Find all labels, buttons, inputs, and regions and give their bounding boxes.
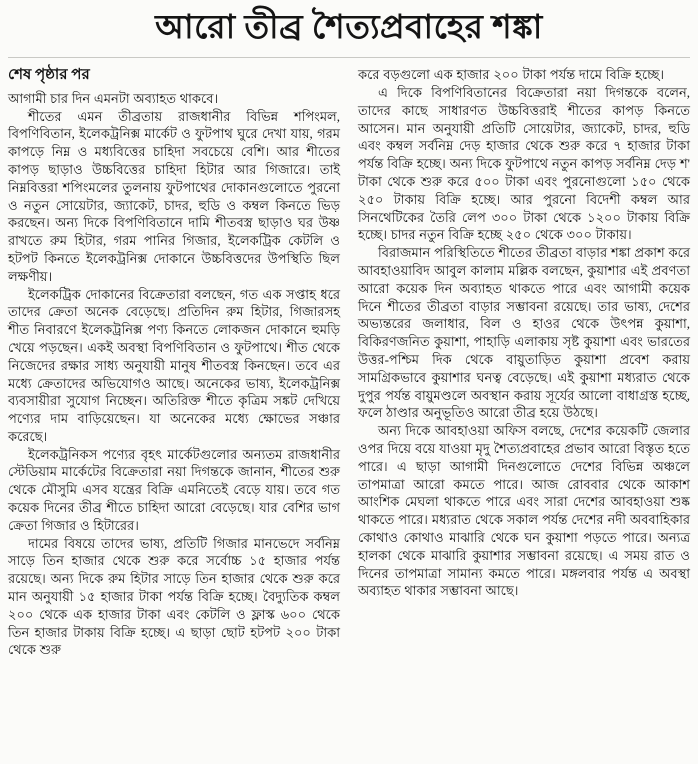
- paragraph: বিরাজমান পরিস্থিতিতে শীতের তীব্রতা বাড়ার শঙ্কা প্রকাশ করে আবহাওয়াবিদ আবুল কালাম মল্লিক বলছেন, কুয়াশার এই প্রবণতা আরো কয়েক দিন অব্যাহত থাকতে পারে এবং আগামী কয়েক দিনে শীতের তীব্রতা বাড়ার সম্ভাবনা রয়েছে। তার ভাষ্য, দেশের অভ্যন্তরের জলাধার, বিল ও হাওর থেকে উৎপন্ন কুয়াশা, বিকিরণজনিত কুয়াশা, পাহাড়ি এলাকায় সৃষ্ট কুয়াশা এবং ভারতের উত্তর-পশ্চিম দিক থেকে বায়ুতাড়িত কুয়াশা প্রবেশ করায় সামগ্রিকভাবে কুয়াশার ঘনত্ব বেড়েছে। এই কুয়াশা মধ্যরাত থেকে দুপুর পর্যন্ত বায়ুমণ্ডলে অবস্থান করায় সূর্যের আলো বাধাগ্রস্ত হচ্ছে, ফলে ঠাণ্ডার অনুভূতিও আরো তীব্র হয়ে উঠছে।: [358, 245, 690, 421]
- paragraph: করে বড়গুলো এক হাজার ২০০ টাকা পর্যন্ত দামে বিক্রি হচ্ছে।: [358, 67, 665, 83]
- article-body: [8, 66, 690, 659]
- left-column: [8, 66, 340, 659]
- paragraph: শীতের এমন তীব্রতায় রাজধানীর বিভিন্ন শপিংমল, বিপণিবিতান, ইলেকট্রনিক্স মার্কেট ও ফুটপাথ ঘুরে দেখা যায়, গরম কাপড়ে নিম্ন ও মধ্যবিত্তের চাহিদা সবচেয়ে বেশি। আর শীতের কাপড় ছাড়াও উচ্চবিত্তের চাহিদা হিটার আর গিজারে। তাই নিম্নবিত্তরা শপিংমলের তুলনায় ফুটপাথের দোকানগুলোতে পুরনো ও নতুন সোয়েটার, জ্যাকেট, চাদর, হুডি ও কম্বল কিনতে ভিড় করছেন। অন্য দিকে বিপণিবিতানে দামি শীতবস্ত্র ছাড়াও ঘর উষ্ণ রাখতে রুম হিটার, গরম পানির গিজার, ইলেকট্রিক কেটলি ও হটপট কিনতে ইলেকট্রনিক্স দোকানে উচ্চবিত্তদের উপস্থিতি ছিল লক্ষণীয়।: [8, 108, 340, 284]
- paragraph: এ দিকে বিপণিবিতানের বিক্রেতারা নয়া দিগন্তকে বলেন, তাদের কাছে সাধারণত উচ্চবিত্তরাই শীতের কাপড় কিনতে আসেন। মান অনুযায়ী প্রতিটি সোয়েটার, জ্যাকেট, চাদর, হুডি এবং কম্বল সর্বনিম্ন দেড় হাজার থেকে শুরু করে ৭ হাজার টাকা পর্যন্ত বিক্রি হচ্ছে। অন্য দিকে ফুটপাথে নতুন কাপড় সর্বনিম্ন দেড় শ' টাকা থেকে শুরু করে ৫০০ টাকা এবং পুরনোগুলো ১৫০ থেকে ২৫০ টাকায় বিক্রি হচ্ছে। আর পুরনো বিদেশী কম্বল আর সিনথেটিকের তৈরি লেপ ৩০০ টাকা থেকে ১২০০ টাকায় বিক্রি হচ্ছে। চাদর নতুন বিক্রি হচ্ছে ২৫০ থেকে ৩০০ টাকায়।: [358, 85, 690, 243]
- article-headline: আরো তীব্র শৈত্যপ্রবাহের শঙ্কা: [8, 6, 690, 58]
- paragraph: ইলেকট্রিক দোকানের বিক্রেতারা বলছেন, গত এক সপ্তাহ ধরে তাদের ক্রেতা অনেক বেড়েছে। প্রতিদিন রুম হিটার, গিজারসহ শীত নিবারণে ইলেকট্রনিক্স পণ্য কিনতে লোকজন দোকানে হুমড়ি খেয়ে পড়ছেন। একই অবস্থা বিপণিবিতান ও ফুটপাথে। শীত থেকে নিজেদের রক্ষার সাধ্য অনুযায়ী মানুষ শীতবস্ত্র কিনছেন। তবে এর মধ্যে ক্রেতাদের অভিযোগও আছে। অনেকের ভাষ্য, ইলেকট্রনিক্স ব্যবসায়ীরা সুযোগ নিচ্ছেন। অতিরিক্ত শীতে কৃত্রিম সঙ্কট দেখিয়ে পণ্যের দাম বাড়িয়েছেন। যা অনেকের মধ্যে ক্ষোভের সঞ্চার করেছে।: [8, 286, 340, 444]
- paragraph: দামের বিষয়ে তাদের ভাষ্য, প্রতিটি গিজার মানভেদে সর্বনিম্ন সাড়ে তিন হাজার থেকে শুরু করে সর্বোচ্চ ১৫ হাজার পর্যন্ত রয়েছে। অন্য দিকে রুম হিটার সাড়ে তিন হাজার থেকে শুরু করে মান অনুযায়ী ১৫ হাজার টাকা পর্যন্ত বিক্রি হচ্ছে। বৈদ্যুতিক কম্বল ২০০ থেকে এক হাজার টাকা এবং কেটলি ও ফ্লাস্ক ৬০০ থেকে তিন হাজার টাকায় বিক্রি হচ্ছে। এ ছাড়া ছোট হটপট ২০০ টাকা থেকে শুরু: [8, 535, 340, 658]
- paragraph: আগামী চার দিন এমনটা অব্যাহত থাকবে।: [8, 90, 219, 106]
- paragraph: ইলেকট্রনিকস পণ্যের বৃহৎ মার্কেটগুলোর অন্যতম রাজধানীর স্টেডিয়াম মার্কেটের বিক্রেতারা নয়া দিগন্তকে জানান, শীতের শুরু থেকে মৌসুমি এসব যন্ত্রের বিক্রি এমনিতেই বেড়ে যায়। তবে গত কয়েক দিনের তীব্র শীতে চাহিদা আরো বেড়েছে। যার বেশির ভাগ ক্রেতা গিজার ও হিটারের।: [8, 446, 340, 533]
- right-column: [358, 66, 690, 659]
- paragraph: অন্য দিকে আবহাওয়া অফিস বলছে, দেশের কয়েকটি জেলার ওপর দিয়ে বয়ে যাওয়া মৃদু শৈত্যপ্রবাহের প্রভাব আরো বিস্তৃত হতে পারে। এ ছাড়া আগামী দিনগুলোতে দেশের বিভিন্ন অঞ্চলে তাপমাত্রা আরো কমতে পারে। আজ রোববার থেকে আকাশ আংশিক মেঘলা থাকতে পারে এবং সারা দেশের আবহাওয়া শুষ্ক থাকতে পারে। মধ্যরাত থেকে সকাল পর্যন্ত দেশের নদী অববাহিকার কোথাও কোথাও মাঝারি থেকে ঘন কুয়াশা পড়তে পারে। অন্যত্র হালকা থেকে মাঝারি কুয়াশার সম্ভাবনা রয়েছে। এ সময় রাত ও দিনের তাপমাত্রা সামান্য কমতে পারে। মঙ্গলবার পর্যন্ত এ অবস্থা অব্যাহত থাকার সম্ভাবনা আছে।: [358, 423, 690, 599]
- continued-from-label: শেষ পৃষ্ঠার পর: [8, 67, 90, 84]
